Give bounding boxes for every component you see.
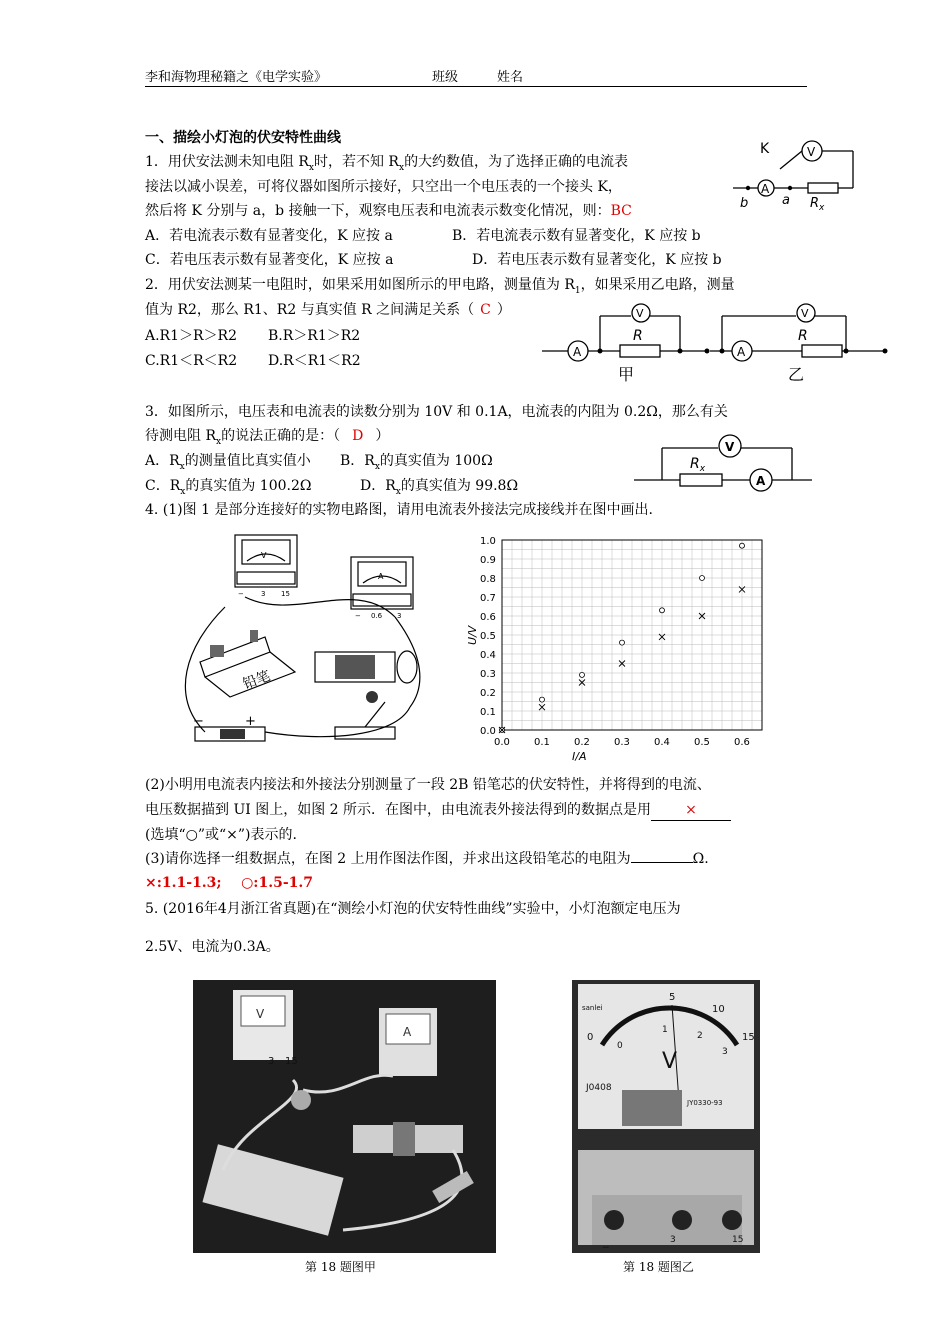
y-tick-label: 0.5 bbox=[480, 631, 496, 642]
data-point-circle bbox=[540, 697, 545, 702]
q1-v-label: V bbox=[807, 145, 816, 159]
y-tick-label: 0.3 bbox=[480, 669, 496, 680]
q4-fig-pencil-label: 铅笔 bbox=[240, 668, 273, 693]
data-point-circle bbox=[700, 576, 705, 581]
q2-circuit-diagrams bbox=[540, 296, 895, 388]
q4-circuit-photo bbox=[175, 527, 435, 747]
q1-a-label: A bbox=[761, 182, 770, 196]
q5-inner-1: 1 bbox=[662, 1025, 668, 1035]
y-tick-label: 0.9 bbox=[480, 555, 496, 566]
q5-scale-10: 10 bbox=[712, 1004, 725, 1015]
q1-line2: 接法以减小误差，可将仪器如图所示接好，只空出一个电压表的一个接头 K， bbox=[145, 179, 622, 195]
q4-answer: ×:1.1-1.3; ○:1.5-1.7 bbox=[145, 875, 313, 891]
q5-scale-15: 15 bbox=[742, 1032, 755, 1043]
q1-b-node: b bbox=[740, 196, 749, 211]
q1-rx-label: $R_x$ bbox=[810, 196, 825, 213]
q5-line1: 5. (2016年4月浙江省真题)在“测绘小灯泡的伏安特性曲线”实验中，小灯泡额定电压为 bbox=[145, 901, 681, 917]
q4-ui-chart bbox=[462, 530, 772, 770]
q5-scale-0: 0 bbox=[587, 1032, 594, 1043]
q5-photo-num-3: 3 bbox=[268, 1056, 275, 1067]
q2-option-a: A.R1＞R＞R2 bbox=[145, 328, 237, 344]
x-tick-label: 0.2 bbox=[574, 737, 590, 748]
q4-fig-battery-minus: − bbox=[193, 714, 204, 729]
q4-fig-at-minus: − bbox=[355, 612, 361, 620]
q3-line2: 待测电阻 $R_x$的说法正确的是：（ D ） bbox=[145, 428, 390, 447]
q4-part2-line3: (选填“○”或“×”)表示的. bbox=[145, 827, 297, 843]
q3-circuit-diagram bbox=[632, 430, 822, 496]
q1-line3: 然后将 K 分别与 a，b 接触一下，观察电压表和电流表示数变化情况，则：BC bbox=[145, 203, 632, 219]
q1-option-b: B．若电流表示数有显著变化，K 应按 b bbox=[452, 228, 701, 244]
q5-line2: 2.5V、电流为0.3A。 bbox=[145, 939, 280, 955]
section-title: 一、描绘小灯泡的伏安特性曲线 bbox=[145, 130, 341, 146]
q1-circuit-diagram bbox=[728, 133, 863, 213]
q2-line2: 值为 R2，那么 R1、R2 与真实值 R 之间满足关系（ C ） bbox=[145, 302, 511, 318]
x-tick-label: 0.0 bbox=[494, 737, 510, 748]
q4-part2-line1: (2)小明用电流表内接法和外接法分别测量了一段 2B 铅笔芯的伏安特性，并将得到的电流、 bbox=[145, 777, 711, 793]
x-tick-label: 0.6 bbox=[734, 737, 750, 748]
y-tick-label: 0.7 bbox=[480, 593, 496, 604]
q2-yi-a-label: A bbox=[737, 345, 746, 359]
q5-term-minus: − bbox=[602, 1243, 610, 1253]
q4-part3: (3)请你选择一组数据点，在图 2 上用作图法作图，并求出这段铅笔芯的电阻为 Ω. bbox=[145, 851, 709, 867]
q4-fig-voltmeter-label: V bbox=[261, 551, 267, 560]
header-rule bbox=[145, 86, 807, 87]
class-label: 班级 bbox=[432, 70, 459, 85]
x-tick-label: 0.3 bbox=[614, 737, 630, 748]
q1-line1: 1．用伏安法测未知电阻 $R_x$时，若不知 $R_x$的大约数值，为了选择正确的电流表 bbox=[145, 154, 629, 173]
q4-fig-vt-minus: − bbox=[238, 590, 244, 598]
q5-photo-left bbox=[193, 980, 496, 1253]
q4-fig-vt-3: 3 bbox=[261, 590, 266, 598]
q4-fig-at-3: 3 bbox=[397, 612, 402, 620]
q5-photo-v-label: V bbox=[256, 1007, 265, 1021]
q1-option-a: A．若电流表示数有显著变化，K 应按 a bbox=[145, 228, 393, 244]
q3-option-b: B．$R_x$的真实值为 100Ω bbox=[340, 453, 493, 472]
q5-inner-2: 2 bbox=[697, 1031, 703, 1041]
y-tick-label: 0.8 bbox=[480, 574, 496, 585]
q2-yi-r-label: R bbox=[798, 328, 808, 344]
q3-line1: 3．如图所示，电压表和电流表的读数分别为 10V 和 0.1A，电流表的内阻为 0.2Ω，那么有关 bbox=[145, 404, 728, 420]
q4-part1: 4. (1)图 1 是部分连接好的实物电路图，请用电流表外接法完成接线并在图中画出. bbox=[145, 502, 653, 518]
q2-jia-caption: 甲 bbox=[618, 365, 635, 384]
name-label: 姓名 bbox=[497, 70, 524, 85]
q2-option-c: C.R1＜R＜R2 bbox=[145, 353, 238, 369]
q1-option-c: C．若电压表示数有显著变化，K 应按 a bbox=[145, 252, 394, 268]
q1-option-d: D．若电压表示数有显著变化，K 应按 b bbox=[472, 252, 722, 268]
q5-caption-right: 第 18 题图乙 bbox=[623, 1260, 694, 1274]
header-title: 李和海物理秘籍之《电学实验》 bbox=[145, 70, 328, 85]
q3-answer: D bbox=[352, 428, 364, 444]
q5-model: J0408 bbox=[586, 1083, 612, 1093]
q2-yi-caption: 乙 bbox=[788, 365, 805, 384]
chart-ylabel: U/V bbox=[466, 625, 479, 645]
y-tick-label: 0.4 bbox=[480, 650, 496, 661]
x-tick-label: 0.1 bbox=[534, 737, 550, 748]
q2-yi-v-label: V bbox=[801, 307, 809, 320]
q4-part2-line2: 电压数据描到 UI 图上，如图 2 所示．在图中，由电流表外接法得到的数据点是用 × bbox=[145, 800, 731, 821]
chart-xlabel: I/A bbox=[572, 750, 587, 763]
data-point-circle bbox=[580, 672, 585, 677]
q3-option-d: D．$R_x$的真实值为 99.8Ω bbox=[360, 478, 519, 497]
q5-inner-3: 3 bbox=[722, 1047, 728, 1057]
q4-fig-vt-15: 15 bbox=[281, 590, 290, 598]
q1-k-label: K bbox=[760, 141, 770, 157]
q2-line1: 2．用伏安法测某一电阻时，如果采用如图所示的甲电路，测量值为 $R_1$，如果采用乙电路，测量 bbox=[145, 277, 735, 296]
y-tick-label: 0.1 bbox=[480, 707, 496, 718]
q4-part2-answer: × bbox=[651, 800, 731, 821]
q2-option-b: B.R＞R1＞R2 bbox=[268, 328, 361, 344]
y-tick-label: 1.0 bbox=[480, 536, 496, 547]
x-tick-label: 0.4 bbox=[654, 737, 670, 748]
q1-a-node: a bbox=[782, 193, 790, 208]
data-point-circle bbox=[620, 640, 625, 645]
q3-a-label: A bbox=[756, 474, 766, 488]
q2-jia-r-label: R bbox=[633, 328, 643, 344]
q4-fig-ammeter-label: A bbox=[378, 572, 384, 581]
q3-v-label: V bbox=[725, 440, 735, 454]
data-point-circle bbox=[740, 543, 745, 548]
q5-photo-num-15: 15 bbox=[285, 1056, 298, 1067]
q5-caption-left: 第 18 题图甲 bbox=[305, 1260, 376, 1274]
q2-jia-v-label: V bbox=[636, 307, 644, 320]
q5-scale-5: 5 bbox=[669, 992, 676, 1003]
y-tick-label: 0.0 bbox=[480, 726, 496, 737]
x-tick-label: 0.5 bbox=[694, 737, 710, 748]
q1-answer: BC bbox=[610, 203, 632, 219]
q2-jia-a-label: A bbox=[573, 345, 582, 359]
q4-fig-battery-plus: + bbox=[245, 714, 256, 729]
q3-option-c: C．$R_x$的真实值为 100.2Ω bbox=[145, 478, 312, 497]
q5-photo-a-label: A bbox=[403, 1025, 412, 1039]
q5-term-15: 15 bbox=[732, 1235, 744, 1245]
y-tick-label: 0.2 bbox=[480, 688, 496, 699]
q2-answer: C bbox=[480, 302, 491, 318]
data-point-circle bbox=[660, 608, 665, 613]
q5-photo-right bbox=[572, 980, 760, 1253]
q4-fig-at-06: 0.6 bbox=[371, 612, 383, 620]
q5-meter-v: V bbox=[662, 1049, 678, 1074]
q3-rx-label: $R_x$ bbox=[690, 456, 706, 474]
q3-option-a: A．$R_x$的测量值比真实值小 bbox=[145, 453, 311, 472]
q2-option-d: D.R＜R1＜R2 bbox=[268, 353, 361, 369]
q5-inner-0: 0 bbox=[617, 1041, 623, 1051]
q5-term-3: 3 bbox=[670, 1235, 676, 1245]
q5-brand-label: sanlei bbox=[582, 1004, 603, 1012]
y-tick-label: 0.6 bbox=[480, 612, 496, 623]
q5-code: JY0330-93 bbox=[687, 1099, 723, 1107]
